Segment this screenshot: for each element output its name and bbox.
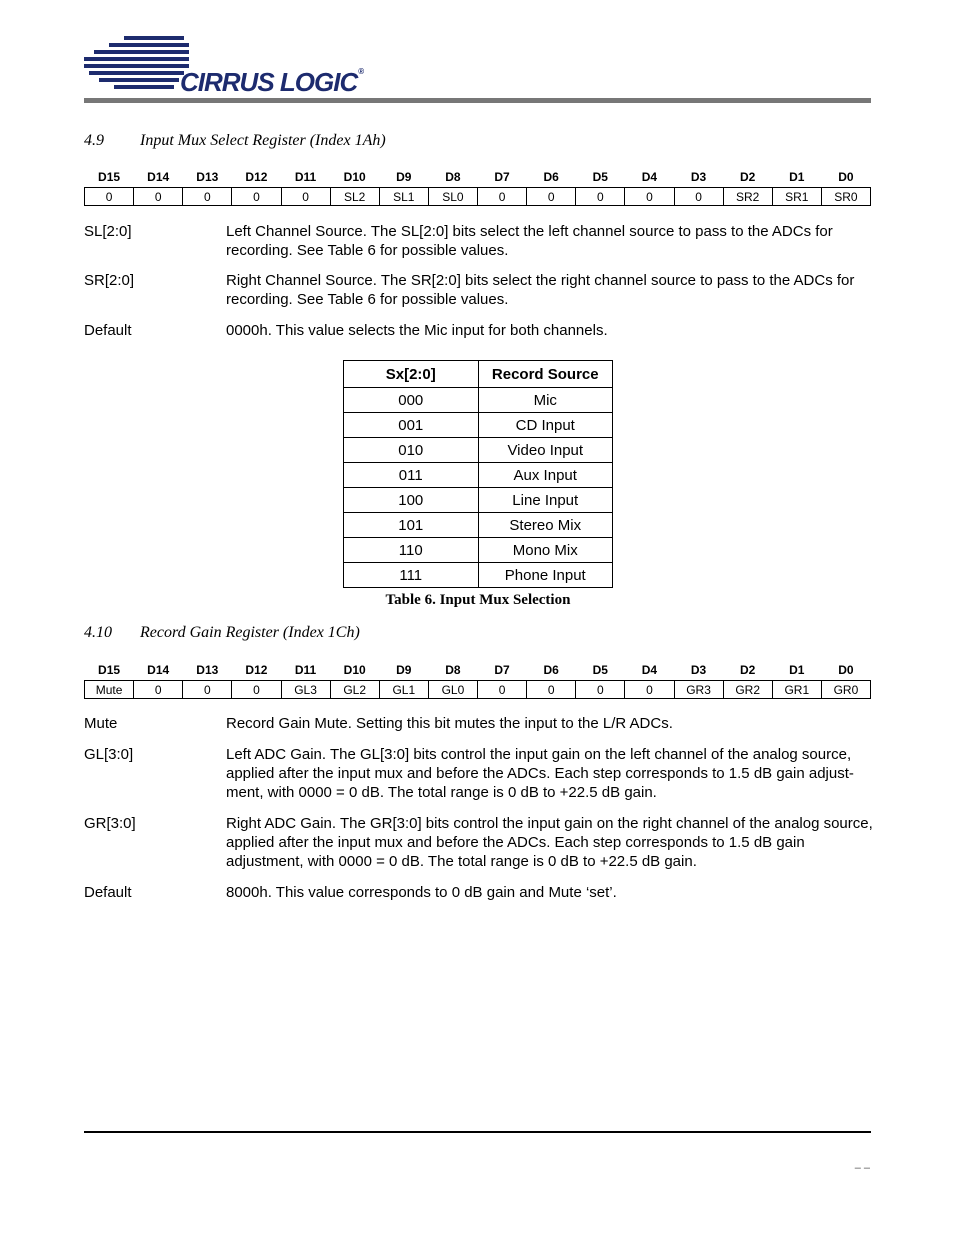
- bit-cell: 0: [478, 681, 527, 699]
- cirrus-logic-logo: [84, 34, 374, 96]
- logo-wordmark: CIRRUS LOGIC®: [180, 67, 364, 97]
- bit-header: D4: [641, 663, 658, 677]
- bit-cell: 0: [527, 681, 576, 699]
- field-term: GR[3:0]: [84, 815, 136, 832]
- field-text: Left Channel Source. The SL[2:0] bits select the left channel source to pass to the ADCs for recording. See Table 6 for possible values.: [226, 223, 833, 259]
- bit-header: D8: [445, 170, 461, 184]
- field-term: Default: [84, 884, 132, 901]
- field-desc-default-49: [84, 321, 874, 340]
- bit-cell: GL1: [379, 681, 428, 699]
- table-row: [344, 413, 613, 438]
- table-row: [344, 563, 613, 588]
- bit-cell: SR2: [723, 188, 772, 206]
- bit-header: D3: [690, 170, 707, 184]
- table-row: [344, 488, 613, 513]
- record-gain-register-table: [84, 660, 871, 699]
- bit-cell: SL2: [330, 188, 379, 206]
- section-4-10-title: 4.10 Record Gain Register (Index 1Ch): [84, 624, 360, 641]
- bit-cell: GR3: [674, 681, 723, 699]
- record-source-cell: Line Input: [478, 488, 613, 513]
- sx-code-cell: 110: [344, 538, 479, 563]
- bit-header: D5: [592, 170, 608, 184]
- bit-cell: 0: [183, 188, 232, 206]
- input-mux-register-table: [84, 167, 871, 206]
- field-desc-gr: [84, 814, 874, 871]
- bit-cell: 0: [183, 681, 232, 699]
- field-desc-sl: [84, 222, 874, 260]
- table-row: [344, 513, 613, 538]
- sx-code-cell: 011: [344, 463, 479, 488]
- bit-cell: 0: [281, 188, 330, 206]
- bit-cell: SR0: [821, 188, 870, 206]
- table-caption: Table 6. Input Mux Selection: [385, 592, 571, 608]
- bit-header: D2: [740, 170, 756, 184]
- bit-cell: SR1: [772, 188, 821, 206]
- bit-header: D8: [445, 663, 461, 677]
- field-desc-default-410: [84, 883, 874, 902]
- bit-header: D15: [98, 663, 121, 677]
- bit-cell: 0: [674, 188, 723, 206]
- bit-header: D6: [543, 170, 559, 184]
- sx-code-cell: 000: [344, 388, 479, 413]
- section-4-9-title: 4.9 Input Mux Select Register (Index 1Ah): [84, 132, 386, 149]
- column-header: Record Source: [478, 361, 613, 388]
- field-term: SL[2:0]: [84, 223, 132, 240]
- bit-header: D15: [98, 170, 121, 184]
- bit-header: D2: [740, 663, 756, 677]
- record-source-cell: Mic: [478, 388, 613, 413]
- field-desc-gl: [84, 745, 874, 802]
- bit-cell: GL3: [281, 681, 330, 699]
- bit-cell: GL2: [330, 681, 379, 699]
- bit-cell: GR2: [723, 681, 772, 699]
- record-source-cell: Aux Input: [478, 463, 613, 488]
- field-text: 8000h. This value corresponds to 0 dB gain and Mute ‘set’.: [226, 884, 617, 901]
- table-row: [344, 388, 613, 413]
- sx-code-cell: 001: [344, 413, 479, 438]
- header-rule: [84, 98, 871, 103]
- bit-header: D11: [294, 663, 317, 677]
- sx-code-cell: 111: [344, 563, 479, 588]
- bit-header: D3: [690, 663, 707, 677]
- bit-header: D1: [789, 663, 805, 677]
- record-source-cell: Phone Input: [478, 563, 613, 588]
- bit-header: D10: [343, 170, 366, 184]
- bit-header: D14: [147, 663, 170, 677]
- bit-cell: Mute: [85, 681, 134, 699]
- bit-cell: 0: [134, 681, 183, 699]
- bit-header: D10: [343, 663, 366, 677]
- bit-cell: SL1: [379, 188, 428, 206]
- bit-cell: GR1: [772, 681, 821, 699]
- bit-cell: 0: [527, 188, 576, 206]
- bit-cell: 0: [85, 188, 134, 206]
- field-text: Left ADC Gain. The GL[3:0] bits control the input gain on the left channel of the analog source, applied after the input mux and before the ADCs. Each step corresponds to 1.5 dB gain adjust-ment, with 0000 = 0 dB. The total range is 0 dB to +22.5 dB gain.: [226, 746, 854, 801]
- bit-header: D9: [396, 170, 412, 184]
- input-mux-selection-table: [343, 360, 613, 588]
- bit-header: D11: [294, 170, 317, 184]
- bit-cell: 0: [576, 681, 625, 699]
- bit-header: D13: [196, 663, 219, 677]
- table-row: [344, 538, 613, 563]
- sx-code-cell: 010: [344, 438, 479, 463]
- bit-cell: 0: [625, 188, 674, 206]
- bit-header: D9: [396, 663, 412, 677]
- bit-header: D14: [147, 170, 170, 184]
- bit-header: D12: [245, 170, 268, 184]
- record-source-cell: CD Input: [478, 413, 613, 438]
- bit-cell: 0: [478, 188, 527, 206]
- bit-cell: 0: [134, 188, 183, 206]
- bit-cell: SL0: [428, 188, 477, 206]
- field-text: Right ADC Gain. The GR[3:0] bits control the input gain on the right channel of the analog source, applied after the input mux and before the ADCs. Each step corresponds to 1.5 dB gain adjustment, with 0000 = 0 dB. The total range is 0 dB to +22.5 dB gain.: [226, 815, 873, 870]
- record-source-cell: Stereo Mix: [478, 513, 613, 538]
- bit-header: D5: [592, 663, 608, 677]
- table-row: [344, 438, 613, 463]
- bit-cell: GR0: [821, 681, 870, 699]
- field-term: Mute: [84, 715, 118, 732]
- field-term: GL[3:0]: [84, 746, 134, 763]
- field-term: Default: [84, 322, 132, 339]
- bit-header: D4: [641, 170, 658, 184]
- field-text: 0000h. This value selects the Mic input for both channels.: [226, 322, 608, 339]
- bit-cell: 0: [625, 681, 674, 699]
- field-text: Right Channel Source. The SR[2:0] bits select the right channel source to pass to the ADCs for recording. See Table 6 for possible values.: [226, 272, 855, 308]
- bit-header: D7: [494, 170, 510, 184]
- field-desc-mute: [84, 714, 874, 733]
- bit-header: D7: [494, 663, 510, 677]
- bit-cell: 0: [232, 188, 281, 206]
- sx-code-cell: 101: [344, 513, 479, 538]
- bit-header: D6: [543, 663, 559, 677]
- sx-code-cell: 100: [344, 488, 479, 513]
- bit-header: D0: [838, 170, 854, 184]
- footer-rule: [84, 1131, 871, 1133]
- field-text: Record Gain Mute. Setting this bit mutes the input to the L/R ADCs.: [226, 715, 673, 732]
- bit-header: D1: [789, 170, 805, 184]
- bit-cell: 0: [576, 188, 625, 206]
- page-number: – –: [854, 1162, 870, 1174]
- column-header: Sx[2:0]: [344, 361, 479, 388]
- bit-header: D0: [838, 663, 854, 677]
- record-source-cell: Video Input: [478, 438, 613, 463]
- bit-cell: 0: [232, 681, 281, 699]
- bit-cell: GL0: [428, 681, 477, 699]
- field-term: SR[2:0]: [84, 272, 135, 289]
- record-source-cell: Mono Mix: [478, 538, 613, 563]
- field-desc-sr: [84, 271, 874, 309]
- table-row: [344, 463, 613, 488]
- bit-header: D13: [196, 170, 219, 184]
- bit-header: D12: [245, 663, 268, 677]
